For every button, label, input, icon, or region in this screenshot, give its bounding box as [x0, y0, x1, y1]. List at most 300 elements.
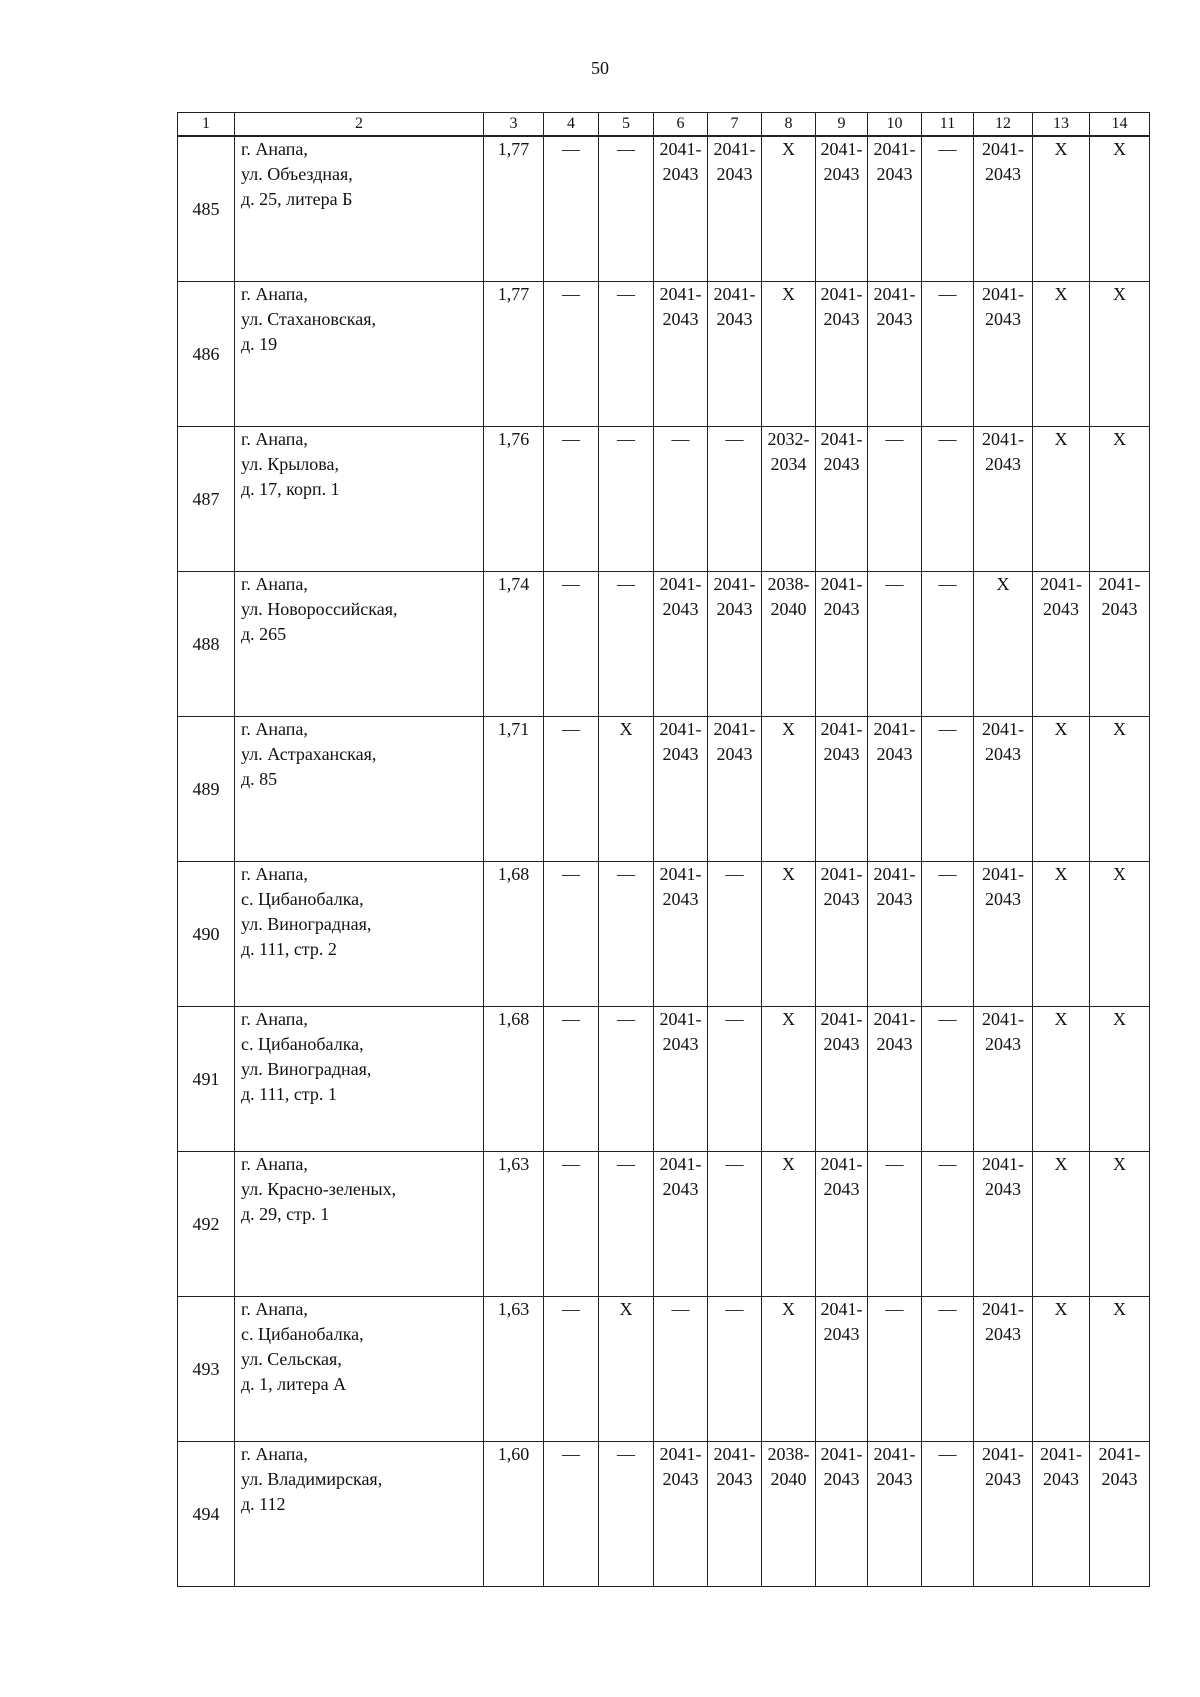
period-value: 2041- — [659, 1009, 702, 1029]
period-value: 2043 — [662, 1469, 699, 1489]
period-cell — [544, 1297, 599, 1442]
period-cell — [1090, 282, 1150, 427]
period-cell — [922, 1297, 974, 1442]
period-value: 2043 — [876, 309, 913, 329]
period-cell — [708, 572, 762, 717]
period-value: 2041- — [820, 284, 863, 304]
period-cell — [1090, 1297, 1150, 1442]
period-value: Х — [619, 1299, 633, 1319]
period-value: 2041- — [873, 719, 916, 739]
period-value: 2041- — [659, 1444, 702, 1464]
period-value: 2041- — [820, 139, 863, 159]
period-cell — [816, 1442, 868, 1587]
address-line: ул. Красно-зеленых, — [241, 1179, 397, 1199]
period-cell — [1033, 427, 1090, 572]
period-value: — — [725, 1009, 744, 1029]
index-value: 1,74 — [484, 572, 544, 717]
period-cell — [599, 1007, 654, 1152]
period-cell — [1033, 1007, 1090, 1152]
period-cell — [544, 136, 599, 282]
table-row — [178, 862, 1150, 1007]
period-value: Х — [1113, 719, 1126, 739]
column-header: 10 — [868, 113, 922, 137]
period-value: 2043 — [662, 1034, 699, 1054]
period-value: — — [671, 429, 690, 449]
period-cell — [599, 136, 654, 282]
data-table — [177, 112, 1150, 1587]
period-value: 2041- — [659, 719, 702, 739]
period-value: — — [617, 574, 635, 594]
period-value: 2041- — [820, 1444, 863, 1464]
period-value: 2043 — [985, 454, 1021, 474]
column-header: 4 — [544, 113, 599, 137]
period-cell — [816, 136, 868, 282]
period-cell — [922, 1007, 974, 1152]
period-cell — [974, 136, 1033, 282]
address-line: г. Анапа, — [241, 1009, 308, 1029]
period-cell — [654, 572, 708, 717]
period-value: — — [562, 1009, 580, 1029]
period-value: 2041- — [659, 284, 702, 304]
period-value: 2041- — [820, 1299, 863, 1319]
period-cell — [868, 1152, 922, 1297]
period-value: 2043 — [823, 744, 860, 764]
period-value: — — [938, 284, 957, 304]
period-cell — [708, 1007, 762, 1152]
period-cell — [708, 1297, 762, 1442]
address-line: г. Анапа, — [241, 139, 308, 159]
period-value: Х — [619, 719, 633, 739]
period-value: 2041- — [982, 1009, 1024, 1029]
period-value: 2041- — [982, 864, 1024, 884]
period-cell — [654, 1007, 708, 1152]
period-value: — — [885, 1154, 904, 1174]
address-line: ул. Новороссийская, — [241, 599, 398, 619]
period-cell — [816, 1297, 868, 1442]
address-line: д. 111, стр. 1 — [241, 1084, 337, 1104]
period-value: Х — [782, 719, 795, 739]
period-value: 2043 — [985, 1469, 1021, 1489]
period-value: 2041- — [820, 1154, 863, 1174]
period-value: 2043 — [716, 164, 753, 184]
period-cell — [816, 862, 868, 1007]
address-cell — [235, 1152, 484, 1297]
period-cell — [974, 1297, 1033, 1442]
period-cell — [654, 717, 708, 862]
address-line: ул. Объездная, — [241, 164, 353, 184]
period-value: 2043 — [823, 889, 860, 909]
period-cell — [868, 282, 922, 427]
period-value: 2043 — [985, 1324, 1021, 1344]
period-cell — [762, 862, 816, 1007]
period-value: — — [617, 1154, 635, 1174]
period-cell — [868, 572, 922, 717]
period-value: 2032- — [767, 429, 810, 449]
period-cell — [762, 1297, 816, 1442]
period-cell — [708, 862, 762, 1007]
period-cell — [544, 862, 599, 1007]
period-value: 2043 — [662, 1179, 699, 1199]
period-value: 2043 — [985, 1034, 1021, 1054]
period-value: 2041- — [982, 139, 1024, 159]
period-value: — — [562, 719, 580, 739]
period-cell — [762, 1007, 816, 1152]
period-cell — [654, 1152, 708, 1297]
address-line: г. Анапа, — [241, 1444, 308, 1464]
period-value: — — [938, 1444, 957, 1464]
period-cell — [1090, 862, 1150, 1007]
period-cell — [868, 136, 922, 282]
column-header: 6 — [654, 113, 708, 137]
period-value: — — [562, 1154, 580, 1174]
period-value: 2041- — [1040, 1444, 1082, 1464]
page-number: 50 — [591, 58, 609, 78]
address-cell — [235, 427, 484, 572]
index-value: 1,63 — [484, 1297, 544, 1442]
period-value: 2041- — [873, 284, 916, 304]
period-value: Х — [782, 1299, 795, 1319]
period-cell — [599, 1152, 654, 1297]
period-value: — — [938, 429, 957, 449]
period-value: — — [885, 574, 904, 594]
period-value: — — [562, 864, 580, 884]
period-cell — [544, 427, 599, 572]
index-value: 1,68 — [484, 862, 544, 1007]
period-cell — [868, 1007, 922, 1152]
period-value: 2043 — [823, 454, 860, 474]
period-value: Х — [1113, 429, 1126, 449]
period-cell — [544, 1152, 599, 1297]
index-value: 1,63 — [484, 1152, 544, 1297]
period-value: — — [725, 429, 744, 449]
period-cell — [599, 282, 654, 427]
period-value: 2041- — [713, 574, 756, 594]
period-value: — — [938, 139, 957, 159]
period-value: 2043 — [985, 1179, 1021, 1199]
period-value: 2041- — [659, 1154, 702, 1174]
table-row — [178, 1442, 1150, 1587]
period-cell — [544, 282, 599, 427]
header-row — [178, 113, 1150, 137]
period-value: — — [617, 284, 635, 304]
period-value: 2043 — [716, 744, 753, 764]
row-number: 490 — [178, 862, 235, 1007]
address-line: ул. Виноградная, — [241, 1059, 372, 1079]
address-line: г. Анапа, — [241, 574, 308, 594]
period-value: 2041- — [713, 284, 756, 304]
period-cell — [974, 1007, 1033, 1152]
period-value: 2041- — [820, 574, 863, 594]
address-line: д. 1, литера А — [241, 1374, 347, 1394]
row-number: 492 — [178, 1152, 235, 1297]
period-cell — [654, 282, 708, 427]
address-line: ул. Сельская, — [241, 1349, 342, 1369]
period-value: 2043 — [876, 889, 913, 909]
table-row — [178, 136, 1150, 282]
period-cell — [599, 717, 654, 862]
period-value: 2041- — [1098, 1444, 1141, 1464]
period-cell — [1033, 282, 1090, 427]
period-cell — [762, 282, 816, 427]
address-line: г. Анапа, — [241, 429, 308, 449]
period-value: 2043 — [985, 889, 1021, 909]
address-line: г. Анапа, — [241, 719, 308, 739]
period-value: 2041- — [820, 864, 863, 884]
period-cell — [1090, 1152, 1150, 1297]
period-cell — [816, 717, 868, 862]
period-value: Х — [1113, 1009, 1126, 1029]
period-value: 2041- — [820, 719, 863, 739]
index-value: 1,77 — [484, 136, 544, 282]
period-value: 2041- — [982, 1444, 1024, 1464]
period-value: 2043 — [716, 599, 753, 619]
table-row — [178, 572, 1150, 717]
address-line: д. 112 — [241, 1494, 286, 1514]
period-cell — [868, 717, 922, 862]
period-cell — [708, 1152, 762, 1297]
period-value: — — [562, 139, 580, 159]
period-value: 2038- — [767, 574, 810, 594]
column-header: 3 — [484, 113, 544, 137]
period-value: Х — [1054, 139, 1068, 159]
period-cell — [868, 1442, 922, 1587]
period-value: Х — [1054, 1154, 1068, 1174]
period-value: — — [617, 429, 635, 449]
period-value: 2043 — [985, 309, 1021, 329]
period-value: — — [938, 864, 957, 884]
period-cell — [544, 1442, 599, 1587]
period-value: 2043 — [823, 1179, 860, 1199]
period-cell — [1090, 427, 1150, 572]
address-cell — [235, 282, 484, 427]
period-value: Х — [1113, 139, 1126, 159]
address-line: ул. Владимирская, — [241, 1469, 383, 1489]
row-number: 493 — [178, 1297, 235, 1442]
period-value: — — [885, 1299, 904, 1319]
period-value: — — [562, 574, 580, 594]
table-row — [178, 427, 1150, 572]
period-value: 2040 — [770, 599, 807, 619]
period-value: — — [938, 1299, 957, 1319]
period-cell — [816, 1007, 868, 1152]
period-value: — — [617, 1444, 635, 1464]
index-value: 1,68 — [484, 1007, 544, 1152]
period-cell — [974, 1152, 1033, 1297]
period-value: — — [725, 1299, 744, 1319]
index-value: 1,60 — [484, 1442, 544, 1587]
period-cell — [762, 427, 816, 572]
period-value: 2034 — [770, 454, 807, 474]
period-value: Х — [1054, 1299, 1068, 1319]
period-cell — [974, 427, 1033, 572]
period-value: — — [938, 719, 957, 739]
period-cell — [922, 862, 974, 1007]
period-cell — [654, 1297, 708, 1442]
period-cell — [762, 136, 816, 282]
period-cell — [1090, 1442, 1150, 1587]
period-value: 2043 — [876, 1469, 913, 1489]
period-cell — [1033, 1297, 1090, 1442]
index-value: 1,77 — [484, 282, 544, 427]
period-value: Х — [1113, 864, 1126, 884]
period-value: Х — [1054, 1009, 1068, 1029]
period-cell — [599, 862, 654, 1007]
period-value: 2041- — [873, 864, 916, 884]
period-cell — [868, 427, 922, 572]
address-line: д. 265 — [241, 624, 287, 644]
period-value: 2041- — [713, 1444, 756, 1464]
period-cell — [544, 717, 599, 862]
address-line: ул. Виноградная, — [241, 914, 372, 934]
period-value: — — [562, 429, 580, 449]
period-value: 2043 — [876, 1034, 913, 1054]
period-value: 2041- — [982, 719, 1024, 739]
period-cell — [654, 862, 708, 1007]
period-cell — [654, 136, 708, 282]
address-cell — [235, 1297, 484, 1442]
column-header: 1 — [178, 113, 235, 137]
period-value: — — [562, 284, 580, 304]
period-cell — [708, 717, 762, 862]
address-cell — [235, 136, 484, 282]
period-value: 2041- — [982, 284, 1024, 304]
period-value: 2041- — [713, 139, 756, 159]
period-value: 2041- — [713, 719, 756, 739]
period-value: 2041- — [820, 429, 863, 449]
period-value: 2041- — [873, 1009, 916, 1029]
period-cell — [1033, 136, 1090, 282]
period-cell — [1090, 1007, 1150, 1152]
period-value: Х — [1054, 429, 1068, 449]
period-value: Х — [1054, 864, 1068, 884]
period-cell — [816, 427, 868, 572]
address-line: ул. Крылова, — [241, 454, 340, 474]
period-value: — — [725, 1154, 744, 1174]
row-number: 488 — [178, 572, 235, 717]
period-value: Х — [996, 574, 1010, 594]
address-line: с. Цибанобалка, — [241, 889, 364, 909]
period-value: 2040 — [770, 1469, 807, 1489]
period-cell — [599, 1297, 654, 1442]
period-value: 2043 — [823, 1034, 860, 1054]
period-cell — [654, 427, 708, 572]
address-line: ул. Стахановская, — [241, 309, 377, 329]
address-cell — [235, 1442, 484, 1587]
period-cell — [708, 1442, 762, 1587]
address-line: д. 19 — [241, 334, 278, 354]
period-cell — [1033, 1152, 1090, 1297]
period-value: 2041- — [873, 1444, 916, 1464]
period-value: 2043 — [662, 744, 699, 764]
period-cell — [762, 717, 816, 862]
period-cell — [1090, 572, 1150, 717]
column-header: 8 — [762, 113, 816, 137]
period-value: 2043 — [662, 164, 699, 184]
column-header: 5 — [599, 113, 654, 137]
period-value: 2043 — [823, 1469, 860, 1489]
column-header: 7 — [708, 113, 762, 137]
address-line: г. Анапа, — [241, 864, 308, 884]
period-value: 2041- — [1098, 574, 1141, 594]
address-line: с. Цибанобалка, — [241, 1324, 364, 1344]
period-value: — — [938, 1009, 957, 1029]
address-cell — [235, 717, 484, 862]
period-value: 2043 — [823, 164, 860, 184]
period-cell — [974, 1442, 1033, 1587]
period-value: Х — [1113, 284, 1126, 304]
address-line: с. Цибанобалка, — [241, 1034, 364, 1054]
period-value: 2043 — [662, 309, 699, 329]
period-cell — [654, 1442, 708, 1587]
period-cell — [762, 572, 816, 717]
period-cell — [922, 572, 974, 717]
row-number: 486 — [178, 282, 235, 427]
period-cell — [708, 282, 762, 427]
period-cell — [1033, 572, 1090, 717]
period-cell — [1090, 136, 1150, 282]
period-value: 2041- — [820, 1009, 863, 1029]
row-number: 491 — [178, 1007, 235, 1152]
period-cell — [544, 1007, 599, 1152]
period-cell — [816, 572, 868, 717]
period-cell — [922, 1442, 974, 1587]
period-cell — [544, 572, 599, 717]
period-value: 2043 — [1043, 599, 1079, 619]
address-line: г. Анапа, — [241, 1154, 308, 1174]
period-cell — [816, 282, 868, 427]
period-cell — [922, 717, 974, 862]
period-value: Х — [782, 284, 795, 304]
table-row — [178, 1152, 1150, 1297]
period-value: 2043 — [823, 599, 860, 619]
period-cell — [868, 862, 922, 1007]
period-value: — — [671, 1299, 690, 1319]
address-line: д. 29, стр. 1 — [241, 1204, 330, 1224]
period-value: Х — [1054, 719, 1068, 739]
period-value: 2043 — [823, 309, 860, 329]
period-cell — [762, 1442, 816, 1587]
address-line: д. 85 — [241, 769, 278, 789]
period-value: — — [617, 139, 635, 159]
period-value: 2043 — [876, 744, 913, 764]
period-cell — [868, 1297, 922, 1442]
period-value: — — [885, 429, 904, 449]
period-value: 2041- — [659, 139, 702, 159]
address-line: г. Анапа, — [241, 284, 308, 304]
address-cell — [235, 1007, 484, 1152]
address-line: г. Анапа, — [241, 1299, 308, 1319]
period-value: 2043 — [716, 1469, 753, 1489]
period-value: 2043 — [876, 164, 913, 184]
address-cell — [235, 862, 484, 1007]
period-value: 2041- — [982, 429, 1024, 449]
period-value: Х — [1113, 1299, 1126, 1319]
period-value: 2041- — [982, 1154, 1024, 1174]
period-value: — — [617, 864, 635, 884]
period-value: Х — [782, 139, 795, 159]
row-number: 494 — [178, 1442, 235, 1587]
row-number: 487 — [178, 427, 235, 572]
period-value: 2041- — [1040, 574, 1082, 594]
index-value: 1,76 — [484, 427, 544, 572]
column-header: 12 — [974, 113, 1033, 137]
address-line: ул. Астраханская, — [241, 744, 377, 764]
period-cell — [922, 427, 974, 572]
index-value: 1,71 — [484, 717, 544, 862]
row-number: 489 — [178, 717, 235, 862]
period-value: — — [725, 864, 744, 884]
period-cell — [762, 1152, 816, 1297]
